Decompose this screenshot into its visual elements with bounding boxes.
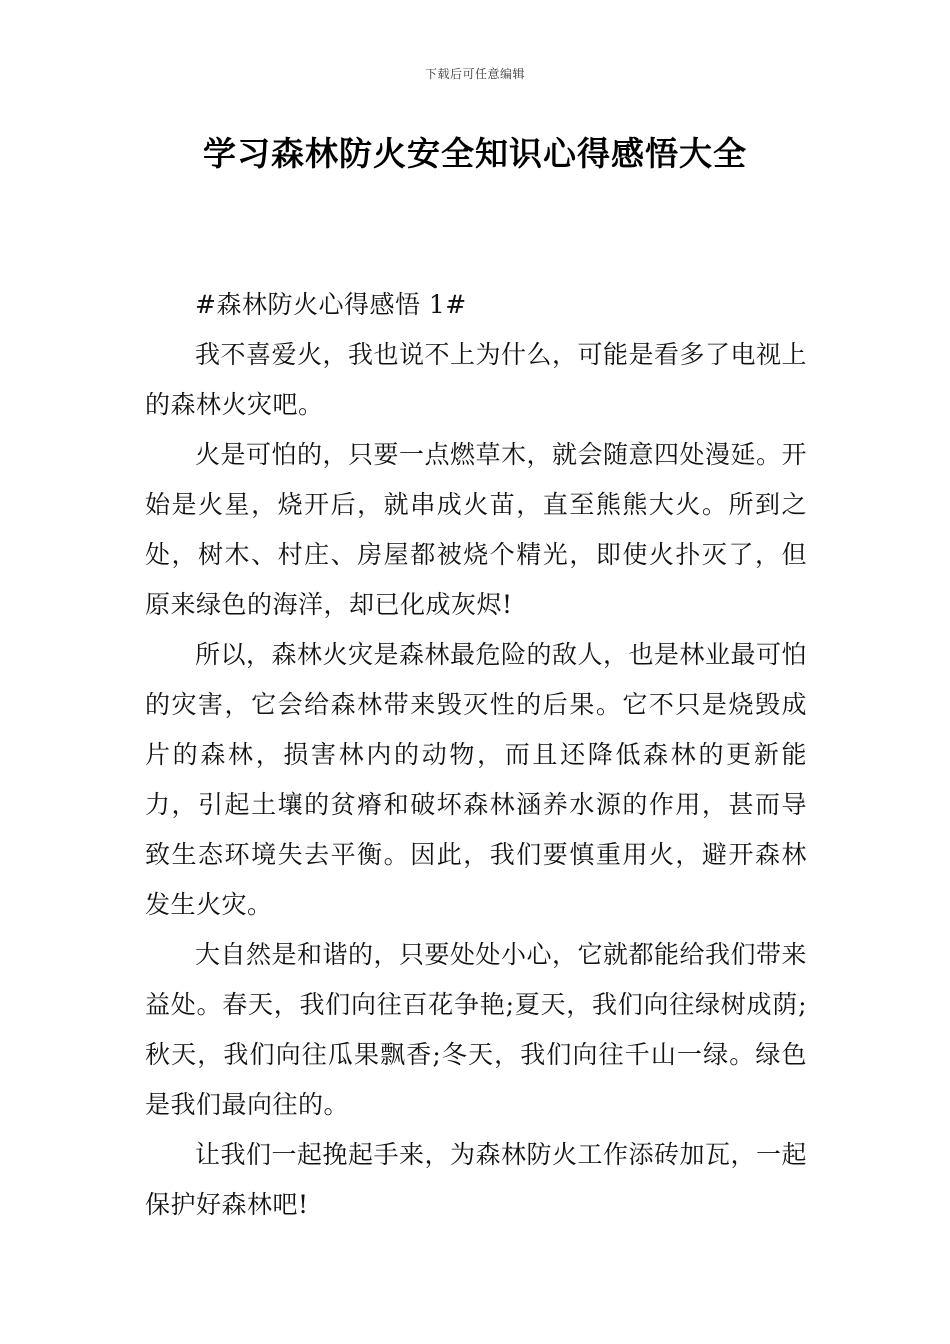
paragraph-1: 我不喜爱火，我也说不上为什么，可能是看多了电视上的森林火灾吧。 [145, 340, 808, 419]
paragraph-2: 火是可怕的，只要一点燃草木，就会随意四处漫延。开始是火星，烧开后，就串成火苗，直至熊熊大火。所到之处，树木、村庄、房屋都被烧个精光，即使火扑灭了，但原来绿色的海洋，却已化成灰烬! [145, 440, 808, 619]
section-heading: #森林防火心得感悟 1# [195, 290, 467, 319]
paragraph-4: 大自然是和谐的，只要处处小心，它就都能给我们带来益处。春天，我们向往百花争艳;夏天，我们向往绿树成荫;秋天，我们向往瓜果飘香;冬天，我们向往千山一绿。绿色是我们最向往的。 [145, 940, 808, 1119]
header-note: 下载后可任意编辑 [424, 67, 525, 81]
document-title: 学习森林防火安全知识心得感悟大全 [203, 134, 747, 173]
paragraph-5: 让我们一起挽起手来，为森林防火工作添砖加瓦，一起保护好森林吧! [145, 1140, 808, 1219]
document-body [145, 280, 807, 1230]
paragraph-3: 所以，森林火灾是森林最危险的敌人，也是林业最可怕的灾害，它会给森林带来毁灭性的后果。它不只是烧毁成片的森林，损害林内的动物，而且还降低森林的更新能力，引起土壤的贫瘠和破坏森林涵养水源的作用，甚而导致生态环境失去平衡。因此，我们要慎重用火，避开森林发生火灾。 [145, 640, 808, 919]
